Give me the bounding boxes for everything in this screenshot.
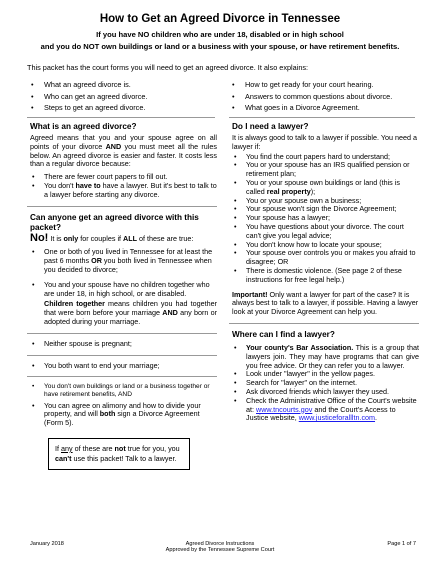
list-item: • Look under "lawyer" in the yellow pages. — [232, 370, 419, 379]
page-title: How to Get an Agreed Divorce in Tennessee — [99, 13, 341, 25]
paragraph: Agreed means that you and your spouse agree on all points of your divorce AND you must meet all the rules below. An agreed divorce is easier and faster. It costs less than a regular divorce because: — [30, 133, 217, 169]
divider — [27, 206, 217, 207]
footer-date: January 2018 — [30, 541, 64, 547]
list-item: • You don't have to have a lawyer. But it's best to talk to a lawyer before starting any divorce. — [30, 182, 217, 200]
explains-list-left — [29, 79, 147, 114]
divider — [27, 333, 217, 334]
list-item: • Search for "lawyer" on the internet. — [232, 379, 419, 388]
list-item: • Answers to common questions about divorce. — [230, 91, 392, 103]
subtitle-line-1: If you have NO children who are under 18, disabled or in high school — [96, 30, 344, 39]
right-column — [232, 122, 419, 423]
list-item: • You don't own buildings or land or a business together or have retirement benefits, AND — [30, 383, 217, 398]
divider — [229, 323, 419, 324]
list-item: • You don't know how to locate your spouse; — [232, 241, 419, 250]
explains-list-right — [230, 79, 392, 114]
list-item: • Your spouse over controls you or makes you afraid to disagree; OR — [232, 249, 419, 267]
paragraph: It is always good to talk to a lawyer if possible. You need a lawyer if: — [232, 133, 417, 151]
footer-page-number: Page 1 of 7 — [387, 541, 416, 547]
list-item: • Your spouse has a lawyer; — [232, 214, 419, 223]
justice-link[interactable]: www.justiceforallltn.com — [298, 413, 376, 423]
list-item: • Steps to get an agreed divorce. — [29, 102, 147, 114]
list-item: • Check the Administrative Office of the Court's website at: www.tncourts.gov and the Court's Access to Justice website, www.justiceforallltn.com. — [232, 397, 419, 423]
list-item: • Neither spouse is pregnant; — [30, 340, 217, 349]
list-item: • You find the court papers hard to understand; — [232, 153, 419, 162]
list-item: • Ask divorced friends which lawyer they used. — [232, 388, 419, 397]
list-item: • Your spouse won't sign the Divorce Agreement; — [232, 205, 419, 214]
list-item: • You or your spouse own a business; — [232, 197, 419, 206]
divider — [27, 117, 215, 118]
list-item: • You both want to end your marriage; — [30, 362, 217, 371]
list-item: • Your county's Bar Association. This is a group that lawyers join. They may have programs that can give you free advice. Or they can refer you to a lawyer. — [232, 344, 419, 370]
list-item: • There is domestic violence. (See page 2 of these instructions for free legal help.) — [232, 267, 419, 285]
section-heading: Do I need a lawyer? — [232, 122, 309, 131]
section-heading: What is an agreed divorce? — [30, 122, 137, 131]
footer-center: Agreed Divorce Instructions Approved by the Tennessee Supreme Court — [165, 541, 275, 553]
list-item: • You or your spouse own buildings or land (this is called real property); — [232, 179, 419, 197]
list-item: • You can agree on alimony and how to divide your property, and will both sign a Divorce Agreement (Form 5). — [30, 402, 217, 428]
subtitle-line-2: and you do NOT own buildings or land or a business with your spouse, or have retirement benefits. — [40, 42, 400, 51]
list-item: • Who can get an agreed divorce. — [29, 91, 147, 103]
list-item: • You and your spouse have no children together who are under 18, in high school, or are disabled. — [30, 281, 217, 299]
paragraph: No! It is only for couples if ALL of these are true: — [30, 231, 194, 244]
list-item: • What goes in a Divorce Agreement. — [230, 102, 392, 114]
paragraph: Important! Only want a lawyer for part of the case? It is always best to talk to a lawyer, if possible. Having a lawyer look at your Divorce Agreement can help you. — [232, 289, 419, 317]
tncourts-link[interactable]: www.tncourts.gov — [256, 404, 313, 414]
left-column — [30, 122, 217, 470]
section-heading: Where can I find a lawyer? — [232, 329, 335, 339]
divider — [229, 117, 415, 118]
divider — [27, 376, 217, 377]
list-item: • One or both of you lived in Tennessee for at least the past 6 months OR you both lived in Tennessee when you decided to divorce; — [30, 248, 217, 274]
divider — [27, 355, 217, 356]
list-item: • You have questions about your divorce. The court can't give you legal advice; — [232, 223, 419, 241]
warning-box: If any of these are not true for you, you can't use this packet! Talk to a lawyer. — [48, 438, 190, 470]
list-item: • There are fewer court papers to fill out. — [30, 173, 217, 182]
list-item: • How to get ready for your court hearing. — [230, 79, 392, 91]
list-item: • What an agreed divorce is. — [29, 79, 147, 91]
paragraph: Children together means children you had together that were born before your marriage AND any born or adopted during your marriage. — [44, 299, 217, 326]
section-heading: Can anyone get an agreed divorce with this packet? — [30, 212, 199, 232]
intro-text: This packet has the court forms you will need to get an agreed divorce. It also explains: — [27, 63, 309, 72]
list-item: • You or your spouse has an IRS qualified pension or retirement plan; — [232, 161, 419, 179]
